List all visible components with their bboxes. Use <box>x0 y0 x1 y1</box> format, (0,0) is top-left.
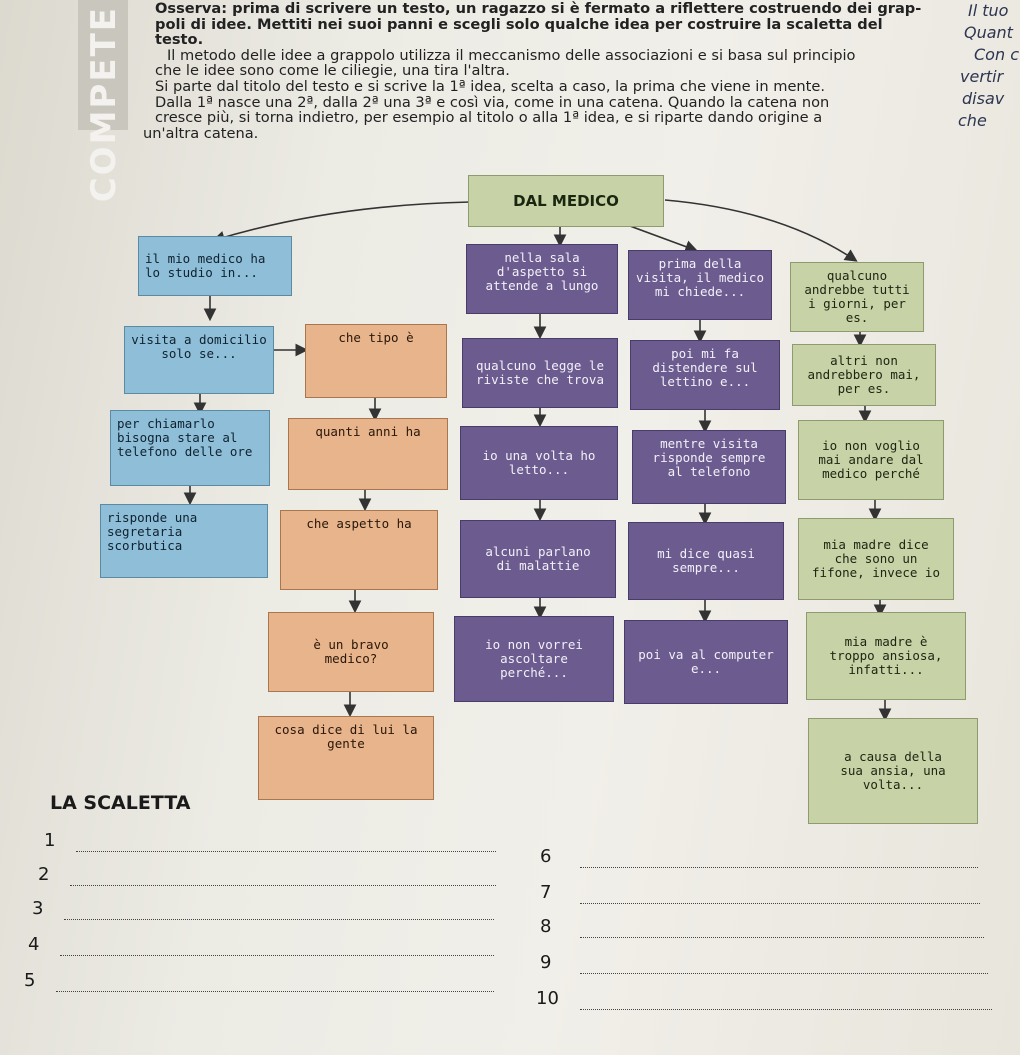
idea-box <box>138 236 292 296</box>
idea-box <box>792 344 936 406</box>
idea-box <box>798 518 954 600</box>
idea-text: a causa della sua ansia, una volta... <box>840 749 946 792</box>
idea-box <box>280 510 438 590</box>
margin-note: Quant <box>964 23 1013 42</box>
idea-box <box>632 430 786 504</box>
line-number: 5 <box>24 970 36 991</box>
line-number: 4 <box>28 934 40 955</box>
idea-text: io non vorrei ascoltare perché... <box>485 637 583 680</box>
diagram-title-box <box>468 175 664 227</box>
scaletta-line[interactable] <box>540 882 980 904</box>
scaletta-line[interactable] <box>38 864 496 886</box>
scaletta-heading: LA SCALETTA <box>50 792 191 814</box>
diagram-title: DAL MEDICO <box>513 192 619 210</box>
line-number: 9 <box>540 952 552 973</box>
idea-box <box>460 426 618 500</box>
idea-box <box>460 520 616 598</box>
idea-text: per chiamarlo bisogna stare al telefono delle ore <box>117 416 253 459</box>
scaletta-line[interactable] <box>536 988 992 1010</box>
line-number: 7 <box>540 882 552 903</box>
idea-text: quanti anni ha <box>315 424 421 439</box>
idea-text: risponde una segretaria scorbutica <box>107 510 198 553</box>
line-number: 1 <box>44 830 56 851</box>
idea-text: visita a domicilio solo se... <box>131 332 267 361</box>
idea-box <box>808 718 978 824</box>
instruction-line: Osserva: prima di scrivere un testo, un ragazzo si è fermato a riflettere costruendo dei grap- <box>155 0 922 17</box>
idea-box <box>454 616 614 702</box>
idea-box <box>305 324 447 398</box>
idea-text: è un bravo medico? <box>313 637 389 666</box>
idea-box <box>288 418 448 490</box>
idea-box <box>798 420 944 500</box>
idea-text: prima della visita, il medico mi chiede... <box>636 256 764 299</box>
idea-text: mi dice quasi sempre... <box>657 546 755 575</box>
instruction-line: Si parte dal titolo del testo e si scrive la 1ª idea, scelta a caso, la prima che viene in mente. <box>155 77 826 95</box>
idea-text: mia madre è troppo ansiosa, infatti... <box>829 634 943 677</box>
margin-note: disav <box>962 89 1005 108</box>
scaletta-line[interactable] <box>44 830 496 852</box>
margin-note: Il tuo <box>968 1 1009 20</box>
idea-box <box>462 338 618 408</box>
section-label: COMPETE <box>84 6 124 203</box>
instruction-line: un'altra catena. <box>143 124 259 142</box>
margin-note: vertir <box>960 67 1004 86</box>
idea-text: altri non andrebbero mai, per es. <box>807 353 921 396</box>
instruction-line: che le idee sono come le ciliegie, una tira l'altra. <box>155 62 510 80</box>
idea-box <box>624 620 788 704</box>
idea-box <box>110 410 270 486</box>
idea-box <box>628 250 772 320</box>
margin-note: che <box>958 111 987 130</box>
idea-text: mia madre dice che sono un fifone, invece io <box>812 537 940 580</box>
idea-box <box>100 504 268 578</box>
arrow <box>215 202 470 240</box>
idea-box <box>268 612 434 692</box>
scaletta-line[interactable] <box>32 898 494 920</box>
arrow <box>630 226 695 250</box>
idea-box <box>258 716 434 800</box>
scaletta-line[interactable] <box>540 916 984 938</box>
scaletta-line[interactable] <box>540 846 978 868</box>
idea-box <box>790 262 924 332</box>
idea-box <box>466 244 618 314</box>
idea-text: alcuni parlano di malattie <box>485 544 591 573</box>
instruction-line: cresce più, si torna indietro, per esempio al titolo o alla 1ª idea, e si riparte dando origine a <box>155 109 823 127</box>
idea-text: che aspetto ha <box>306 516 412 531</box>
idea-text: poi mi fa distendere sul lettino e... <box>652 346 758 389</box>
idea-text: cosa dice di lui la gente <box>274 722 418 751</box>
idea-text: io non voglio mai andare dal medico perché <box>818 438 924 481</box>
idea-text: che tipo è <box>338 330 414 345</box>
idea-text: nella sala d'aspetto si attende a lungo <box>485 250 599 293</box>
scaletta-line[interactable] <box>24 970 494 992</box>
margin-note: Con c <box>974 45 1019 64</box>
idea-box <box>806 612 966 700</box>
line-number: 8 <box>540 916 552 937</box>
idea-text: io una volta ho letto... <box>482 448 596 477</box>
scaletta-line[interactable] <box>28 934 494 956</box>
line-number: 2 <box>38 864 50 885</box>
idea-box <box>630 340 780 410</box>
instruction-line: Il metodo delle idee a grappolo utilizza il meccanismo delle associazioni e si basa sul principio <box>167 46 856 64</box>
idea-text: mentre visita risponde sempre al telefono <box>652 436 766 479</box>
idea-text: qualcuno legge le riviste che trova <box>476 358 604 387</box>
idea-box <box>124 326 274 394</box>
scaletta-line[interactable] <box>540 952 988 974</box>
idea-text: il mio medico ha lo studio in... <box>145 251 266 280</box>
instruction-line: Dalla 1ª nasce una 2ª, dalla 2ª una 3ª e così via, come in una catena. Quando la catena non <box>155 93 830 111</box>
line-number: 3 <box>32 898 44 919</box>
idea-text: qualcuno andrebbe tutti i giorni, per es. <box>804 268 910 325</box>
idea-box <box>628 522 784 600</box>
line-number: 10 <box>536 988 559 1009</box>
instruction-line: poli di idee. Mettiti nei suoi panni e scegli solo qualche idea per costruire la scaletta del testo. <box>155 15 883 49</box>
line-number: 6 <box>540 846 552 867</box>
idea-text: poi va al computer e... <box>638 647 774 676</box>
